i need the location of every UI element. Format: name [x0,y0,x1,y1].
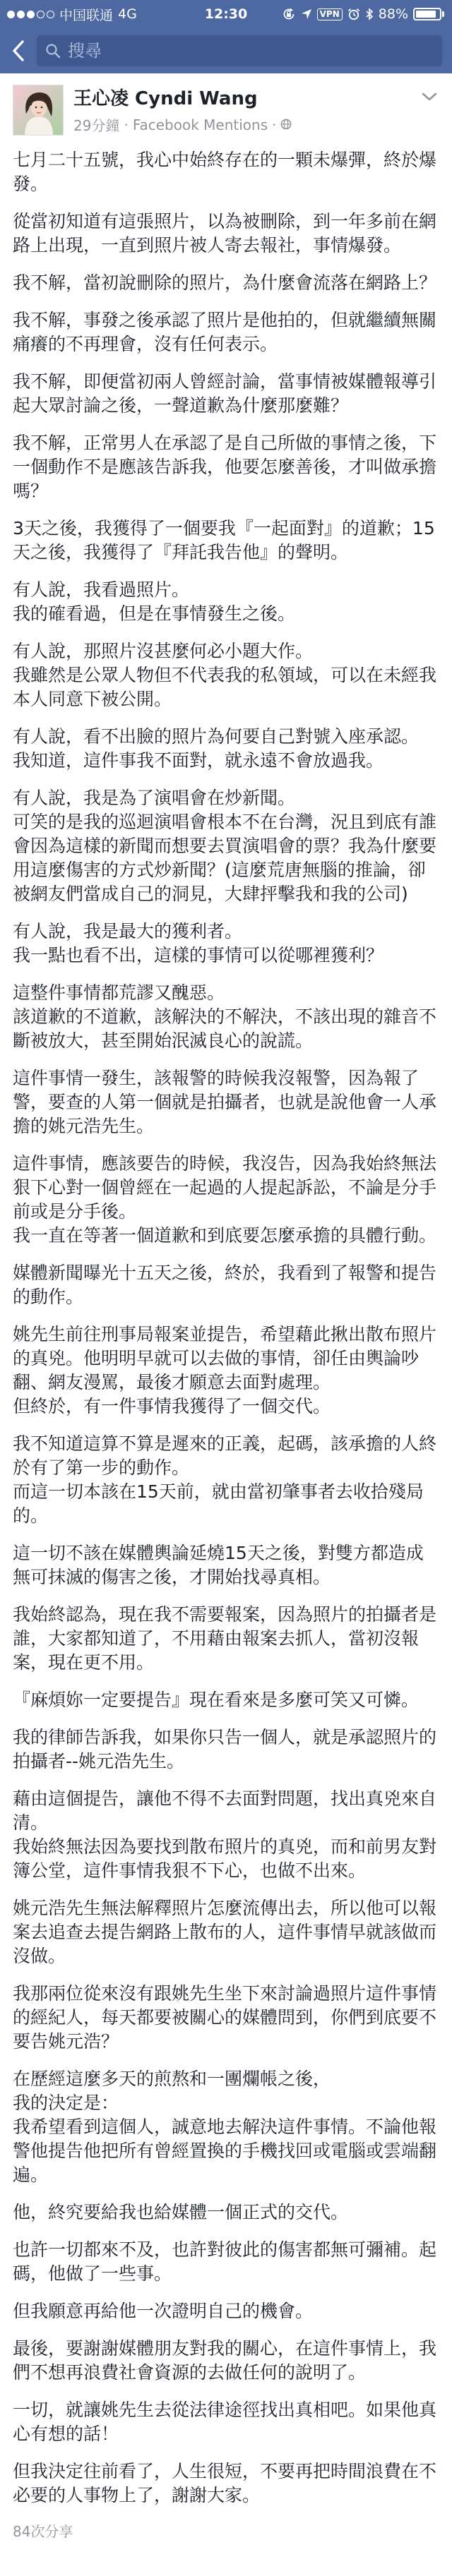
post-paragraph [13,271,439,295]
paragraph-line: 這件事情一發生，該報警的時候我沒報警，因為報了警，要查的人第一個就是拍攝者，也就是說他會一人承擔的姚元浩先生。 [13,1068,437,1136]
signal-dots-icon [7,11,54,18]
paragraph-line: 七月二十五號，我心中始終存在的一顆未爆彈，終於爆發。 [13,150,437,194]
paragraph-line: 我的決定是： [13,2093,119,2113]
search-row [0,28,452,73]
post-paragraph [13,786,439,906]
paragraph-line: 我不知道這算不算是遲來的正義，起碼，該承擔的人終於有了第一步的動作。 [13,1433,437,1478]
paragraph-line: 有人說，看不出臉的照片為何要自己對號入座承認。 [13,726,420,747]
paragraph-line: 3天之後，我獲得了一個要我『一起面對』的道歉；15天之後，我獲得了『拜託我告他』的聲明。 [13,518,435,562]
avatar[interactable] [13,85,64,136]
paragraph-line: 我一直在等著一個道歉和到底要怎麼承擔的具體行動。 [13,1225,437,1246]
post-source[interactable]: Facebook Mentions [132,116,268,133]
status-left [7,5,137,24]
paragraph-line: 媒體新聞曝光十五天之後，終於，我看到了報警和提告的動作。 [13,1263,437,1307]
paragraph-line: 這一切不該在媒體輿論延燒15天之後，對雙方都造成無可抹滅的傷害之後，才開始找尋真相。 [13,1543,424,1587]
paragraph-line: 姚先生前往刑事局報案並提告，希望藉此揪出散布照片的真兇。他明明早就可以去做的事情，卻任由輿論吵翻、網友漫罵，最後才願意去面對處理。 [13,1324,437,1392]
paragraph-line: 他，終究要給我也給媒體一個正式的交代。 [13,2202,349,2222]
chevron-left-icon [11,40,25,62]
paragraph-line: 我知道，這件事我不面對，就永遠不會放過我。 [13,750,384,771]
paragraph-line: 我不解，正常男人在承認了是自己所做的事情之後，下一個動作不是應該告訴我，他要怎麼善後，才叫做承擔嗎？ [13,433,437,501]
paragraph-line: 可笑的是我的巡迴演唱會根本不在台灣，況且到底有誰會因為這樣的新聞而想要去買演唱會的票？我為什麼要用這麼傷害的方式炒新聞？(這麼荒唐無腦的推論，卻被網友們當成自己的洞見，大肆抨擊我和我的公司) [13,812,437,904]
post-paragraph [13,517,439,565]
author-name[interactable]: 王心凌 Cyndi Wang [73,88,258,109]
post-paragraph [13,1787,439,1883]
paragraph-line: 但終於，有一件事情我獲得了一個交代。 [13,1396,331,1416]
post-paragraph [13,1066,439,1138]
post-paragraph [13,1896,439,1968]
bluetooth-icon [365,8,374,20]
paragraph-line: 『麻煩妳一定要提告』現在看來是多麼可笑又可憐。 [13,1690,420,1710]
paragraph-line: 我不解，事發之後承認了照片是他拍的，但就繼續無關痛癢的不再理會，沒有任何表示。 [13,310,437,354]
paragraph-line: 我始終無法因為要找到散布照片的真兇，而和前男友對簿公堂，這件事情我狠不下心，也做不出來。 [13,1836,437,1881]
post-paragraph [13,431,439,503]
paragraph-line: 姚元浩先生無法解釋照片怎麼流傳出去，所以他可以報案去追查去提告網路上散布的人，這件事情早就該做而沒做。 [13,1898,437,1966]
paragraph-line: 但我決定往前看了，人生很短，不要再把時間浪費在不必要的人事物上了，謝謝大家。 [13,2461,437,2505]
post-paragraph [13,1603,439,1675]
battery-icon [413,8,441,20]
status-time: 12:30 [204,6,248,22]
battery-percent: 88% [378,6,408,22]
post-paragraph [13,2238,439,2286]
paragraph-line: 我的確看過，但是在事情發生之後。 [13,603,296,624]
post-paragraph [13,1152,439,1248]
post-paragraph [13,210,439,258]
paragraph-line: 我始終認為，現在我不需要報案，因為照片的拍攝者是誰，大家都知道了，不用藉由報案去抓人，當初沒報案，現在更不用。 [13,1604,437,1673]
paragraph-line: 也許一切都來不及，也許對彼此的傷害都無可彌補。起碼，他做了一些事。 [13,2239,437,2284]
post-paragraph [13,1541,439,1589]
paragraph-line: 我的律師告訴我，如果你只告一個人，就是承認照片的拍攝者--姚元浩先生。 [13,1727,437,1771]
signal-dot [27,11,35,18]
signal-dot [17,11,25,18]
post-header [0,73,452,144]
paragraph-line: 有人說，我是為了演唱會在炒新聞。 [13,788,296,808]
paragraph-line: 而這一切本該在15天前，就由當初肇事者去收拾殘局的。 [13,1481,424,1526]
location-icon [301,8,312,20]
post-paragraph [13,2460,439,2508]
back-button[interactable] [3,35,34,66]
paragraph-line: 有人說，那照片沒甚麼何必小題大作。 [13,641,314,661]
author-block [73,88,410,135]
paragraph-line: 我不解，當初說刪除的照片，為什麼會流落在網路上？ [13,272,437,293]
meta-separator: · [272,116,277,133]
paragraph-line: 在歷經這麼多天的煎熬和一團爛帳之後， [13,2069,331,2089]
post-paragraph [13,1261,439,1309]
share-count[interactable]: 84次分享 [13,2523,73,2540]
post-paragraph [13,920,439,968]
network-type: 4G [118,6,137,22]
post-meta [73,114,410,135]
post-paragraph [13,2201,439,2225]
signal-dot [37,11,44,18]
post-paragraph [13,1432,439,1528]
battery-fill [416,11,436,18]
search-input[interactable] [68,41,434,61]
meta-separator: · [124,116,129,133]
paragraph-line: 有人說，我是最大的獲利者。 [13,921,243,941]
post-paragraph [13,308,439,356]
globe-icon [280,116,292,133]
paragraph-line: 從當初知道有這張照片，以為被刪除，到一年多前在網路上出現，一直到照片被人寄去報社，事情爆發。 [13,211,437,255]
paragraph-line: 一切，就讓姚先生去從法律途徑找出真相吧。如果他真心有想的話！ [13,2400,437,2444]
paragraph-line: 這件事情，應該要告的時候，我沒告，因為我始終無法狠下心對一個曾經在一起過的人提起訴訟，不論是分手前或是分手後。 [13,1153,437,1222]
post-body [0,144,452,2508]
post-paragraph [13,1726,439,1774]
post-paragraph [13,725,439,773]
status-bar [0,0,452,28]
paragraph-line: 但我願意再給他一次證明自己的機會。 [13,2301,314,2321]
paragraph-line: 藉由這個提告，讓他不得不去面對問題，找出真兇來自清。 [13,1788,437,1833]
search-icon [45,43,61,59]
paragraph-line: 我一點也看不出，這樣的事情可以從哪裡獲利？ [13,945,384,965]
post-paragraph [13,1323,439,1419]
app-header [0,0,452,73]
post-paragraph [13,2067,439,2187]
post-paragraph [13,2299,439,2323]
paragraph-line: 有人說，我看過照片。 [13,579,190,600]
post-paragraph [13,2398,439,2446]
post-menu-button[interactable] [417,86,442,107]
post-time[interactable]: 29分鐘 [73,117,120,134]
status-right [282,6,445,22]
alarm-icon [347,8,360,20]
signal-dot [47,11,54,18]
post-paragraph [13,148,439,196]
paragraph-line: 我不解，即便當初兩人曾經討論，當事情被媒體報導引起大眾討論之後，一聲道歉為什麼那麼難？ [13,371,437,416]
post-footer [0,2508,452,2551]
carrier-name: 中国联通 [59,7,114,23]
post-paragraph [13,2337,439,2385]
chevron-down-icon [421,91,438,102]
post-paragraph [13,578,439,626]
paragraph-line: 這整件事情都荒謬又醜惡。 [13,982,225,1003]
paragraph-line: 我雖然是公眾人物但不代表我的私領域，可以在未經我本人同意下被公開。 [13,665,437,709]
orientation-lock-icon [282,7,296,21]
post-paragraph [13,1688,439,1712]
post-paragraph [13,370,439,418]
post-paragraph [13,981,439,1053]
paragraph-line: 我那兩位從來沒有跟姚先生坐下來討論過照片這件事情的經紀人，每天都要被關心的媒體問到，你們到底要不要告姚元浩？ [13,1983,437,2052]
post-paragraph [13,1982,439,2054]
post-paragraph [13,639,439,711]
search-field[interactable] [37,35,442,66]
paragraph-line: 我希望看到這個人，誠意地去解決這件事情。不論他報警他提告他把所有曾經置換的手機找回或電腦或雲端翻遍。 [13,2117,437,2185]
vpn-badge: VPN [317,8,343,20]
paragraph-line: 最後，要謝謝媒體朋友對我的關心，在這件事情上，我們不想再浪費社會資源的去做任何的說明了。 [13,2338,437,2383]
signal-dot [7,11,15,18]
paragraph-line: 該道歉的不道歉，該解決的不解決，不該出現的雜音不斷被放大，甚至開始泯滅良心的說謊。 [13,1006,437,1051]
